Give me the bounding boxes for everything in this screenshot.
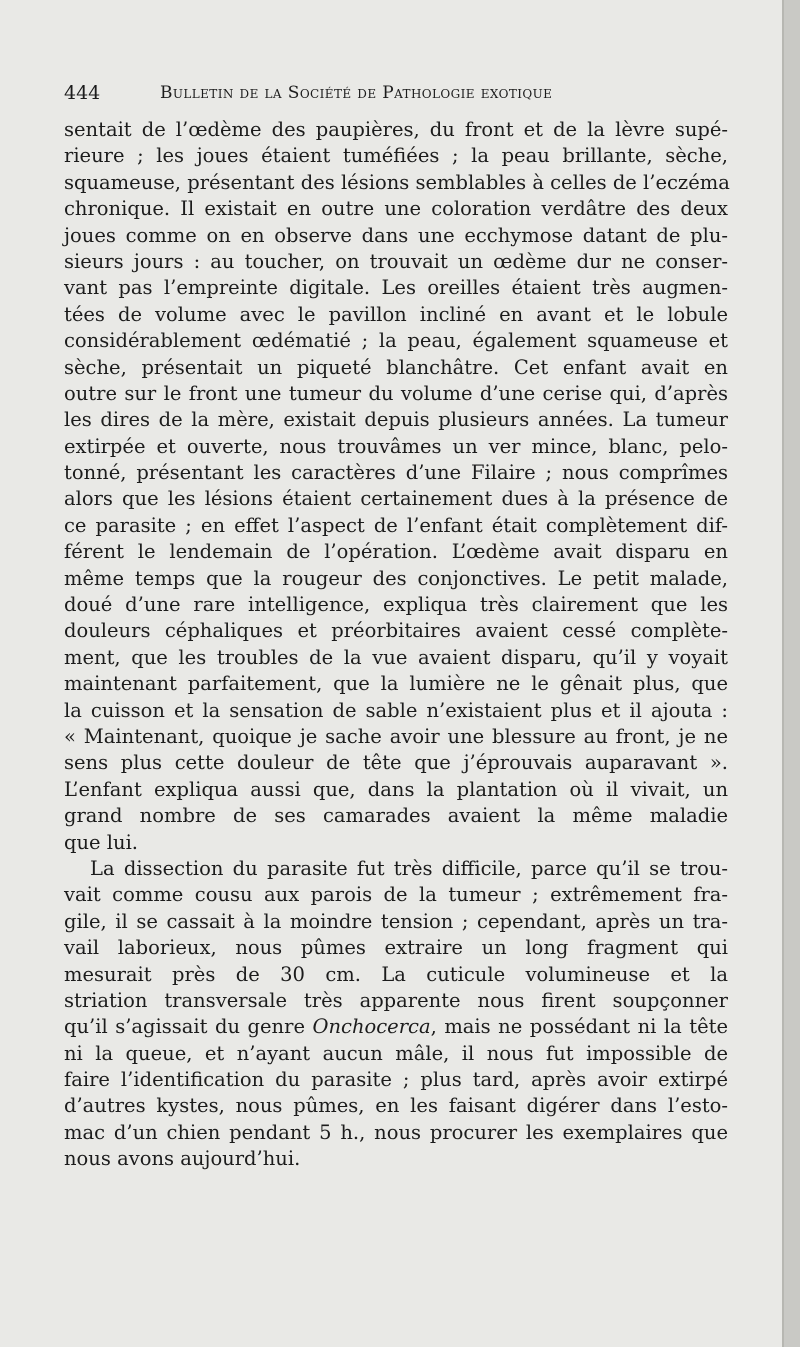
text-segment: qu’il s’agissait du genre xyxy=(64,1015,313,1039)
text-line: férent le lendemain de l’opération. L’œdème avait disparu en xyxy=(64,540,728,564)
text-line: même temps que la rougeur des conjonctives. Le petit malade, xyxy=(64,566,728,590)
text-line: mesurait près de 30 cm. La cuticule volumineuse et la xyxy=(64,962,728,986)
text-line: vail laborieux, nous pûmes extraire un long fragment qui xyxy=(64,936,728,960)
text-line: chronique. Il existait en outre une coloration verdâtre des deux xyxy=(64,197,728,221)
genus-name: Onchocerca xyxy=(312,1015,431,1039)
text-line: d’autres kystes, nous pûmes, en les faisant digérer dans l’esto- xyxy=(64,1094,728,1118)
text-line: douleurs céphaliques et préorbitaires avaient cessé complète- xyxy=(64,619,728,643)
text-line: sèche, présentait un piqueté blanchâtre. Cet enfant avait en xyxy=(64,355,728,379)
page-edge xyxy=(782,0,800,1347)
text-line: « Maintenant, quoique je sache avoir une blessure au front, je ne xyxy=(64,724,728,748)
text-line: rieure ; les joues étaient tuméfiées ; la peau brillante, sèche, xyxy=(64,144,728,168)
text-line: considérablement œdématié ; la peau, également squameuse et xyxy=(64,329,728,353)
text-line: vait comme cousu aux parois de la tumeur ; extrêmement fra- xyxy=(64,883,728,907)
paragraph-2 xyxy=(64,856,728,1173)
text-line: striation transversale très apparente nous firent soupçonner xyxy=(64,988,728,1012)
text-line: sens plus cette douleur de tête que j’éprouvais auparavant ». xyxy=(64,751,728,775)
text-line: que lui. xyxy=(64,830,139,854)
text-line: ment, que les troubles de la vue avaient disparu, qu’il y voyait xyxy=(64,645,728,669)
text-line: gile, il se cassait à la moindre tension ; cependant, après un tra- xyxy=(64,909,728,933)
text-line xyxy=(64,1014,728,1040)
text-line: mac d’un chien pendant 5 h., nous procurer les exemplaires que xyxy=(64,1120,728,1144)
running-title: Bulletin de la Société de Pathologie exotique xyxy=(160,83,553,103)
article-body xyxy=(64,117,728,1173)
text-line: extirpée et ouverte, nous trouvâmes un ver mince, blanc, pelo- xyxy=(64,434,728,458)
text-line: sentait de l’œdème des paupières, du front et de la lèvre supé- xyxy=(64,118,728,141)
text-line: L’enfant expliqua aussi que, dans la plantation où il vivait, un xyxy=(64,777,728,801)
text-line: sieurs jours : au toucher, on trouvait un œdème dur ne conser- xyxy=(64,249,728,273)
text-line: alors que les lésions étaient certainement dues à la présence de xyxy=(64,487,728,511)
text-line: joues comme on en observe dans une ecchymose datant de plu- xyxy=(64,223,728,247)
page-number: 444 xyxy=(64,82,101,104)
text-line: vant pas l’empreinte digitale. Les oreilles étaient très augmen- xyxy=(64,276,728,300)
text-line: maintenant parfaitement, que la lumière ne le gênait plus, que xyxy=(64,672,728,696)
page-header xyxy=(64,82,724,108)
text-line: grand nombre de ses camarades avaient la même maladie xyxy=(64,804,728,828)
text-line: nous avons aujourd’hui. xyxy=(64,1147,301,1171)
paragraph-1 xyxy=(64,117,728,856)
text-line: squameuse, présentant des lésions semblables à celles de l’eczéma xyxy=(64,170,730,194)
text-line: la cuisson et la sensation de sable n’existaient plus et il ajouta : xyxy=(64,698,728,722)
text-line: les dires de la mère, existait depuis plusieurs années. La tumeur xyxy=(64,408,728,432)
text-line: ni la queue, et n’ayant aucun mâle, il nous fut impossible de xyxy=(64,1041,728,1065)
text-line: faire l’identification du parasite ; plus tard, après avoir extirpé xyxy=(64,1068,728,1092)
text-line: ce parasite ; en effet l’aspect de l’enfant était complètement dif- xyxy=(64,513,728,537)
text-line: outre sur le front une tumeur du volume d’une cerise qui, d’après xyxy=(64,381,728,405)
text-line: doué d’une rare intelligence, expliqua très clairement que les xyxy=(64,593,728,617)
text-line: La dissection du parasite fut très difficile, parce qu’il se trou- xyxy=(90,856,728,880)
text-line: tonné, présentant les caractères d’une Filaire ; nous comprîmes xyxy=(64,461,728,485)
text-line: tées de volume avec le pavillon incliné en avant et le lobule xyxy=(64,302,728,326)
text-segment: , mais ne possédant ni la tête xyxy=(430,1015,728,1039)
